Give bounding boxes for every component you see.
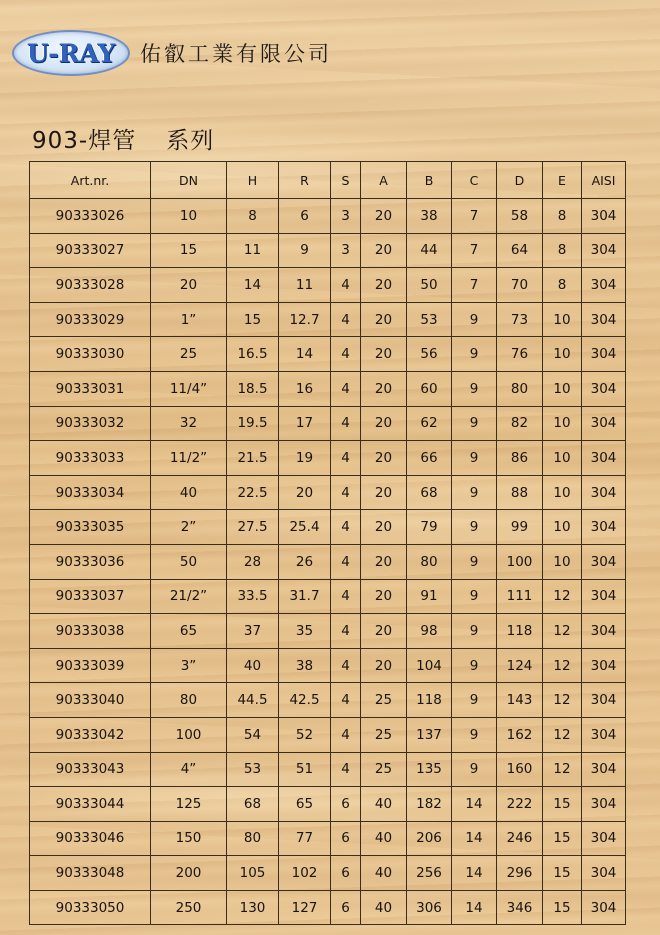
table-cell: 15: [151, 233, 227, 268]
table-cell: 304: [582, 614, 626, 649]
table-cell: 12: [543, 717, 582, 752]
table-cell: 4: [331, 268, 361, 303]
table-cell: 4: [331, 683, 361, 718]
column-header: R: [279, 162, 331, 199]
article-number-cell: 90333046: [30, 821, 151, 856]
table-cell: 65: [279, 787, 331, 822]
table-cell: 14: [452, 787, 497, 822]
table-row: [30, 752, 626, 787]
table-cell: 20: [361, 579, 407, 614]
table-body: [30, 199, 626, 925]
table-cell: 12: [543, 614, 582, 649]
table-cell: 304: [582, 510, 626, 545]
table-row: [30, 890, 626, 925]
table-cell: 60: [407, 371, 452, 406]
table-cell: 246: [497, 821, 543, 856]
table-cell: 304: [582, 441, 626, 476]
table-cell: 20: [361, 510, 407, 545]
table-cell: 20: [361, 544, 407, 579]
table-cell: 1”: [151, 302, 227, 337]
table-cell: 50: [151, 544, 227, 579]
table-cell: 9: [452, 302, 497, 337]
table-cell: 16.5: [227, 337, 279, 372]
table-row: [30, 441, 626, 476]
table-cell: 206: [407, 821, 452, 856]
table-cell: 4: [331, 579, 361, 614]
table-cell: 12: [543, 648, 582, 683]
table-cell: 52: [279, 717, 331, 752]
table-cell: 3: [331, 233, 361, 268]
table-cell: 256: [407, 856, 452, 891]
table-row: [30, 406, 626, 441]
table-cell: 20: [361, 233, 407, 268]
article-number-cell: 90333043: [30, 752, 151, 787]
table-cell: 304: [582, 717, 626, 752]
table-cell: 11/4”: [151, 371, 227, 406]
table-cell: 44.5: [227, 683, 279, 718]
article-number-cell: 90333026: [30, 199, 151, 234]
table-cell: 16: [279, 371, 331, 406]
table-cell: 15: [543, 856, 582, 891]
table-cell: 4: [331, 302, 361, 337]
table-row: [30, 856, 626, 891]
table-cell: 9: [452, 475, 497, 510]
table-row: [30, 199, 626, 234]
table-cell: 10: [543, 371, 582, 406]
table-cell: 25: [151, 337, 227, 372]
table-cell: 102: [279, 856, 331, 891]
table-cell: 137: [407, 717, 452, 752]
table-cell: 182: [407, 787, 452, 822]
table-cell: 10: [543, 475, 582, 510]
table-cell: 77: [279, 821, 331, 856]
table-cell: 14: [452, 890, 497, 925]
table-cell: 42.5: [279, 683, 331, 718]
table-cell: 50: [407, 268, 452, 303]
series-label: 系列: [166, 128, 215, 154]
table-cell: 304: [582, 752, 626, 787]
table-cell: 14: [227, 268, 279, 303]
table-cell: 160: [497, 752, 543, 787]
table-row: [30, 510, 626, 545]
table-row: [30, 302, 626, 337]
table-cell: 4: [331, 544, 361, 579]
table-cell: 150: [151, 821, 227, 856]
table-cell: 12: [543, 683, 582, 718]
table-cell: 304: [582, 787, 626, 822]
table-cell: 10: [543, 302, 582, 337]
table-cell: 12: [543, 752, 582, 787]
article-number-cell: 90333028: [30, 268, 151, 303]
table-cell: 6: [279, 199, 331, 234]
table-row: [30, 268, 626, 303]
table-cell: 20: [361, 199, 407, 234]
table-cell: 40: [227, 648, 279, 683]
table-cell: 104: [407, 648, 452, 683]
table-cell: 9: [452, 752, 497, 787]
table-cell: 64: [497, 233, 543, 268]
article-number-cell: 90333042: [30, 717, 151, 752]
table-cell: 9: [279, 233, 331, 268]
table-cell: 40: [361, 856, 407, 891]
table-cell: 25: [361, 683, 407, 718]
table-cell: 91: [407, 579, 452, 614]
table-cell: 15: [227, 302, 279, 337]
table-cell: 33.5: [227, 579, 279, 614]
table-row: [30, 648, 626, 683]
table-cell: 100: [497, 544, 543, 579]
table-cell: 304: [582, 579, 626, 614]
table-cell: 80: [497, 371, 543, 406]
table-cell: 9: [452, 441, 497, 476]
table-cell: 118: [407, 683, 452, 718]
table-cell: 10: [151, 199, 227, 234]
table-cell: 40: [151, 475, 227, 510]
table-cell: 35: [279, 614, 331, 649]
table-cell: 40: [361, 787, 407, 822]
table-cell: 38: [279, 648, 331, 683]
column-header: D: [497, 162, 543, 199]
table-cell: 11: [227, 233, 279, 268]
column-header: S: [331, 162, 361, 199]
table-cell: 127: [279, 890, 331, 925]
table-cell: 15: [543, 787, 582, 822]
column-header: DN: [151, 162, 227, 199]
table-cell: 111: [497, 579, 543, 614]
table-cell: 304: [582, 821, 626, 856]
table-cell: 9: [452, 544, 497, 579]
article-number-cell: 90333030: [30, 337, 151, 372]
table-cell: 143: [497, 683, 543, 718]
table-cell: 20: [361, 406, 407, 441]
table-cell: 40: [361, 890, 407, 925]
table-row: [30, 579, 626, 614]
column-header: H: [227, 162, 279, 199]
article-number-cell: 90333039: [30, 648, 151, 683]
table-cell: 10: [543, 510, 582, 545]
table-cell: 306: [407, 890, 452, 925]
table-cell: 3: [331, 199, 361, 234]
table-cell: 304: [582, 544, 626, 579]
company-name: 佑叡工業有限公司: [140, 42, 332, 66]
table-cell: 44: [407, 233, 452, 268]
table-cell: 200: [151, 856, 227, 891]
table-cell: 15: [543, 890, 582, 925]
table-cell: 17: [279, 406, 331, 441]
table-cell: 304: [582, 406, 626, 441]
article-number-cell: 90333032: [30, 406, 151, 441]
table-cell: 4: [331, 337, 361, 372]
table-cell: 304: [582, 856, 626, 891]
table-cell: 28: [227, 544, 279, 579]
table-cell: 20: [361, 648, 407, 683]
table-cell: 20: [361, 371, 407, 406]
table-cell: 19.5: [227, 406, 279, 441]
table-cell: 10: [543, 544, 582, 579]
table-row: [30, 544, 626, 579]
table-cell: 130: [227, 890, 279, 925]
table-cell: 20: [279, 475, 331, 510]
table-cell: 68: [407, 475, 452, 510]
table-cell: 10: [543, 337, 582, 372]
table-cell: 37: [227, 614, 279, 649]
table-cell: 20: [361, 268, 407, 303]
table-cell: 80: [407, 544, 452, 579]
table-cell: 68: [227, 787, 279, 822]
table-row: [30, 337, 626, 372]
table-cell: 25.4: [279, 510, 331, 545]
table-cell: 6: [331, 787, 361, 822]
table-cell: 11: [279, 268, 331, 303]
column-header: Art.nr.: [30, 162, 151, 199]
column-header: E: [543, 162, 582, 199]
article-number-cell: 90333044: [30, 787, 151, 822]
table-cell: 80: [227, 821, 279, 856]
article-number-cell: 90333033: [30, 441, 151, 476]
table-cell: 4: [331, 717, 361, 752]
table-cell: 20: [151, 268, 227, 303]
column-header: C: [452, 162, 497, 199]
table-cell: 3”: [151, 648, 227, 683]
table-cell: 20: [361, 337, 407, 372]
table-cell: 4: [331, 441, 361, 476]
table-cell: 6: [331, 856, 361, 891]
column-header: B: [407, 162, 452, 199]
article-number-cell: 90333029: [30, 302, 151, 337]
company-logo: [12, 30, 130, 76]
table-cell: 304: [582, 475, 626, 510]
table-cell: 53: [227, 752, 279, 787]
table-cell: 66: [407, 441, 452, 476]
table-row: [30, 821, 626, 856]
table-cell: 304: [582, 199, 626, 234]
table-cell: 304: [582, 648, 626, 683]
table-cell: 118: [497, 614, 543, 649]
article-number-cell: 90333038: [30, 614, 151, 649]
table-cell: 9: [452, 371, 497, 406]
table-cell: 105: [227, 856, 279, 891]
table-cell: 304: [582, 268, 626, 303]
table-cell: 18.5: [227, 371, 279, 406]
table-cell: 58: [497, 199, 543, 234]
table-cell: 15: [543, 821, 582, 856]
table-cell: 80: [151, 683, 227, 718]
table-cell: 14: [452, 856, 497, 891]
table-cell: 79: [407, 510, 452, 545]
table-cell: 20: [361, 302, 407, 337]
table-cell: 304: [582, 233, 626, 268]
table-cell: 6: [331, 821, 361, 856]
table-cell: 304: [582, 683, 626, 718]
article-number-cell: 90333031: [30, 371, 151, 406]
table-cell: 9: [452, 614, 497, 649]
header: [12, 28, 332, 78]
table-cell: 9: [452, 683, 497, 718]
table-cell: 22.5: [227, 475, 279, 510]
article-number-cell: 90333034: [30, 475, 151, 510]
table-cell: 99: [497, 510, 543, 545]
table-row: [30, 233, 626, 268]
table-cell: 38: [407, 199, 452, 234]
table-cell: 31.7: [279, 579, 331, 614]
table-cell: 4: [331, 475, 361, 510]
table-cell: 346: [497, 890, 543, 925]
table-cell: 40: [361, 821, 407, 856]
table-cell: 9: [452, 648, 497, 683]
article-number-cell: 90333048: [30, 856, 151, 891]
table-cell: 9: [452, 579, 497, 614]
article-number-cell: 90333036: [30, 544, 151, 579]
table-cell: 4: [331, 406, 361, 441]
table-cell: 98: [407, 614, 452, 649]
table-cell: 10: [543, 406, 582, 441]
article-number-cell: 90333035: [30, 510, 151, 545]
table-cell: 12.7: [279, 302, 331, 337]
table-cell: 7: [452, 233, 497, 268]
table-cell: 73: [497, 302, 543, 337]
table-cell: 8: [227, 199, 279, 234]
table-row: [30, 717, 626, 752]
table-cell: 70: [497, 268, 543, 303]
table-cell: 222: [497, 787, 543, 822]
table-cell: 88: [497, 475, 543, 510]
table-cell: 62: [407, 406, 452, 441]
table-cell: 12: [543, 579, 582, 614]
table-cell: 6: [331, 890, 361, 925]
table-cell: 54: [227, 717, 279, 752]
table-row: [30, 787, 626, 822]
table-cell: 4: [331, 371, 361, 406]
table-cell: 135: [407, 752, 452, 787]
table-cell: 9: [452, 717, 497, 752]
table-cell: 9: [452, 337, 497, 372]
table-cell: 162: [497, 717, 543, 752]
table-cell: 250: [151, 890, 227, 925]
table-cell: 7: [452, 268, 497, 303]
table-cell: 25: [361, 717, 407, 752]
table-cell: 125: [151, 787, 227, 822]
column-header: AISI: [582, 162, 626, 199]
table-cell: 4: [331, 648, 361, 683]
table-cell: 100: [151, 717, 227, 752]
table-cell: 304: [582, 371, 626, 406]
series-code: 903-焊管: [32, 128, 137, 154]
table-cell: 21/2”: [151, 579, 227, 614]
table-cell: 76: [497, 337, 543, 372]
article-number-cell: 90333037: [30, 579, 151, 614]
column-header: A: [361, 162, 407, 199]
table-cell: 7: [452, 199, 497, 234]
table-row: [30, 683, 626, 718]
table-cell: 8: [543, 233, 582, 268]
table-cell: 11/2”: [151, 441, 227, 476]
table-cell: 14: [452, 821, 497, 856]
table-cell: 20: [361, 475, 407, 510]
table-cell: 53: [407, 302, 452, 337]
table-cell: 82: [497, 406, 543, 441]
table-cell: 4”: [151, 752, 227, 787]
table-row: [30, 475, 626, 510]
series-title: [32, 122, 214, 155]
table-cell: 20: [361, 441, 407, 476]
table-row: [30, 371, 626, 406]
table-cell: 4: [331, 510, 361, 545]
table-cell: 27.5: [227, 510, 279, 545]
table-cell: 304: [582, 337, 626, 372]
table-cell: 4: [331, 614, 361, 649]
table-cell: 19: [279, 441, 331, 476]
article-number-cell: 90333040: [30, 683, 151, 718]
table-cell: 9: [452, 510, 497, 545]
table-cell: 124: [497, 648, 543, 683]
table-cell: 65: [151, 614, 227, 649]
table-cell: 2”: [151, 510, 227, 545]
table-cell: 21.5: [227, 441, 279, 476]
spec-table: [29, 161, 626, 925]
table-cell: 304: [582, 890, 626, 925]
table-cell: 25: [361, 752, 407, 787]
table-row: [30, 614, 626, 649]
table-cell: 8: [543, 199, 582, 234]
table-cell: 51: [279, 752, 331, 787]
table-cell: 14: [279, 337, 331, 372]
table-cell: 10: [543, 441, 582, 476]
logo-text: U-RAY: [26, 38, 116, 68]
table-cell: 304: [582, 302, 626, 337]
table-cell: 9: [452, 406, 497, 441]
table-header-row: [30, 162, 626, 199]
table-cell: 296: [497, 856, 543, 891]
article-number-cell: 90333050: [30, 890, 151, 925]
table-cell: 4: [331, 752, 361, 787]
article-number-cell: 90333027: [30, 233, 151, 268]
table-cell: 8: [543, 268, 582, 303]
table-cell: 26: [279, 544, 331, 579]
table-cell: 32: [151, 406, 227, 441]
table-cell: 86: [497, 441, 543, 476]
table-cell: 56: [407, 337, 452, 372]
table-cell: 20: [361, 614, 407, 649]
